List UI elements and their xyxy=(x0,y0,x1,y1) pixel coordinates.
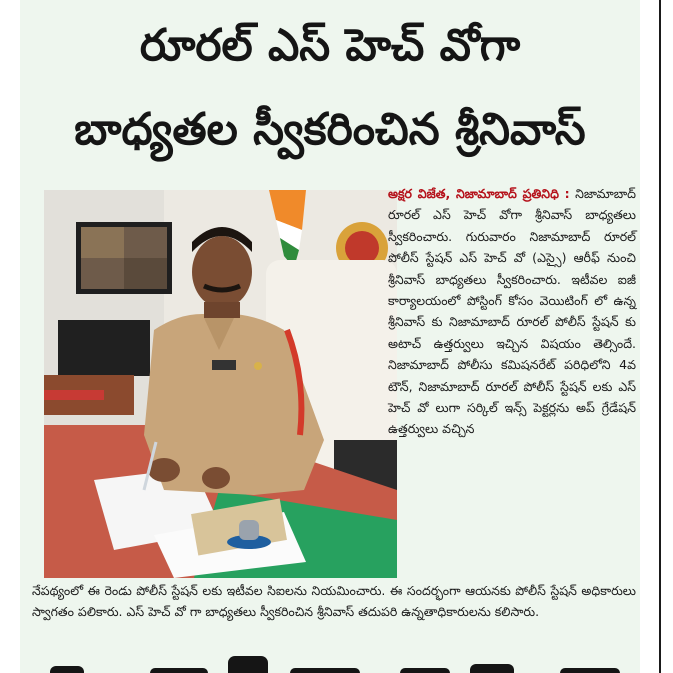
headline-line-1: రూరల్ ఎస్ హెచ్ వోగా xyxy=(139,20,521,71)
news-photo xyxy=(44,190,397,578)
newspaper-clipping xyxy=(20,0,640,673)
cropped-heading-fragment xyxy=(40,650,640,673)
article-body-column: నిజామాబాద్ రూరల్ ఎస్ హెచ్ వోగా శ్రీనివాస్ బాధ్యతలు స్వీకరించారు. గురువారం నిజామాబాద్ రూరల్ పోలీస్ స్టేషన్ ఎస్ హెచ్ వో (ఎస్సై) ఆరీఫ్ నుంచి శ్రీనివాస్ బాధ్యతలు స్వీకరించారు. ఇటీవల ఐజీ కార్యాలయంలో పోస్టింగ్ కోసం వెయిటింగ్ లో ఉన్న శ్రీనివాస్ కు నిజామాబాద్ రూరల్ పోలీస్ స్టేషన్ కు అటాచ్ ఉత్తర్వులు ఇచ్చిన విషయం తెల్సిందే. నిజామాబాద్ పోలీసు కమిషనరేట్ పరిధిలోని 4వ టౌన్, నిజామాబాద్ రూరల్ పోలీస్ స్టేషన్ లకు ఎస్ హెచ్ వో లుగా సర్కిల్ ఇన్స్ పెక్టర్లను అప్ గ్రేడేషన్ ఉత్తర్వులు వచ్చిన xyxy=(388,186,636,437)
officer-photo-illustration xyxy=(44,190,397,578)
article-column-text xyxy=(388,183,636,440)
headline-line-2: బాధ్యతల స్వీకరించిన శ్రీనివాస్ xyxy=(74,104,586,155)
next-article-headline-cropped xyxy=(40,650,640,673)
article-byline: అక్షర విజేత, నిజామాబాద్ ప్రతినిధి : xyxy=(388,186,570,201)
page-edge-rule xyxy=(659,0,661,673)
article-body-continued: నేపథ్యంలో ఈ రెండు పోలీస్ స్టేషన్ లకు ఇటీవల సిఐలను నియమించారు. ఈ సందర్భంగా ఆయనకు పోలీస్ స్టేషన్ అధికారులు స్వాగతం పలికారు. ఎస్ హెచ్ వో గా బాధ్యతలు స్వీకరించిన శ్రీనివాస్ తదుపరి ఉన్నతాధికారులను కలిసారు. xyxy=(32,583,636,620)
